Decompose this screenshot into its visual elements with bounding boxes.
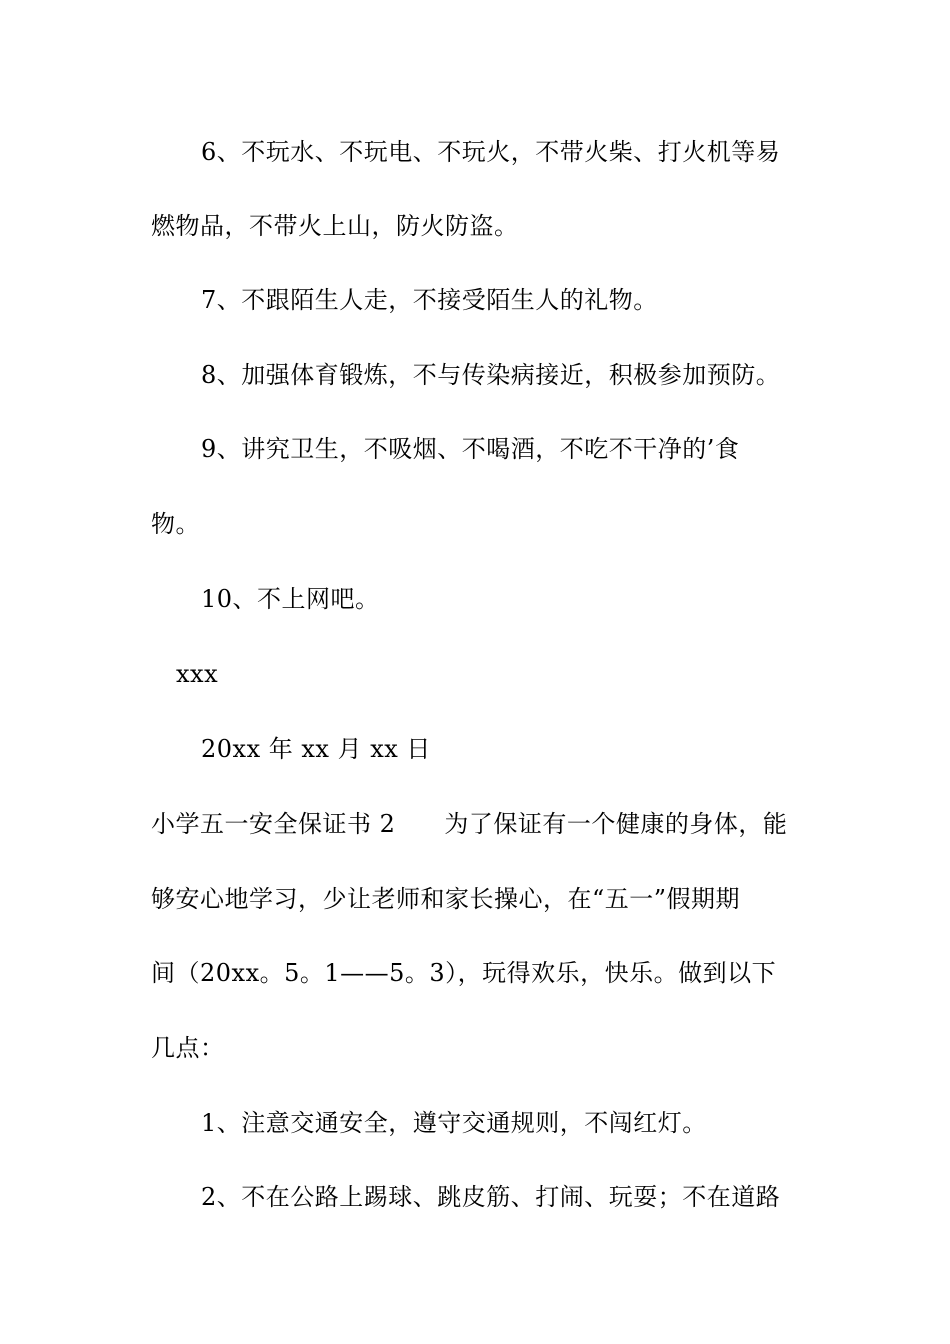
text-line: 7、不跟陌生人走，不接受陌生人的礼物。 [201,286,658,314]
text-line: 9、讲究卫生，不吸烟、不喝酒，不吃不干净的’食 [201,435,740,463]
text-line: 2、不在公路上踢球、跳皮筋、打闹、玩耍；不在道路 [201,1183,781,1211]
text-line: 燃物品，不带火上山，防火防盗。 [151,212,519,240]
text-line: 小学五一安全保证书 2 为了保证有一个健康的身体，能 [151,810,788,838]
text-line: 物。 [151,510,200,538]
text-line: 够安心地学习，少让老师和家长操心，在“五一”假期期 [151,885,741,913]
signature-name: xxx [176,660,219,688]
text-line: 间（20xx。5。1——5。3），玩得欢乐，快乐。做到以下 [151,959,777,987]
text-line: 6、不玩水、不玩电、不玩火，不带火柴、打火机等易 [201,138,781,166]
text-line: 8、加强体育锻炼，不与传染病接近，积极参加预防。 [201,361,781,389]
text-line: 1、注意交通安全，遵守交通规则，不闯红灯。 [201,1109,707,1137]
text-line: 几点： [151,1034,225,1062]
signature-date: 20xx 年 xx 月 xx 日 [201,735,431,763]
text-line: 10、不上网吧。 [201,585,380,613]
